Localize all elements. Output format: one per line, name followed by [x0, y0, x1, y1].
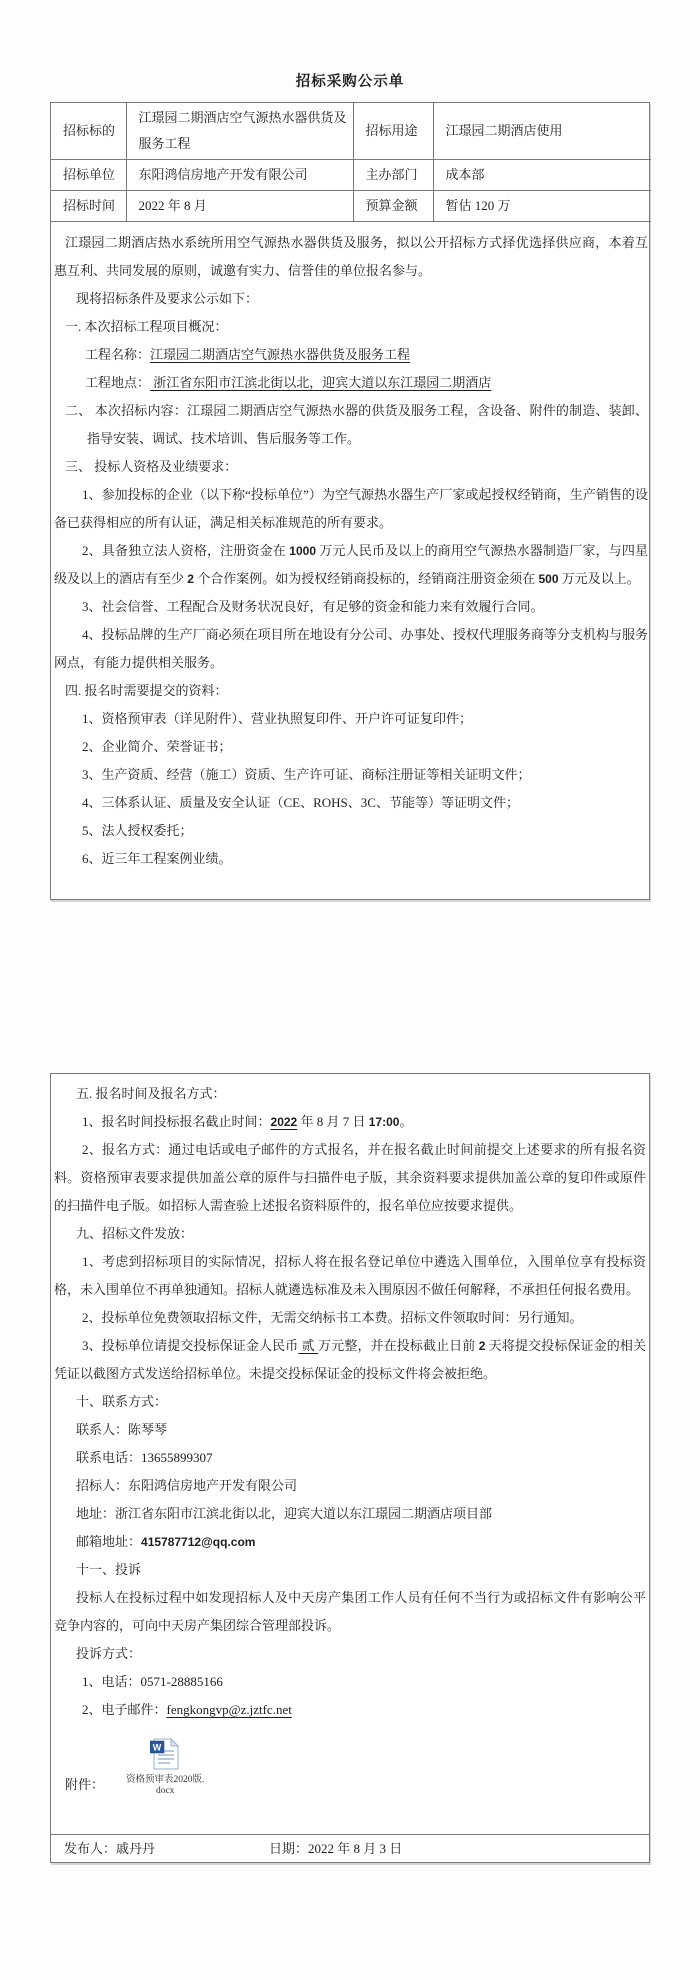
field-label-subject: 招标标的 [51, 103, 126, 160]
item [54, 621, 648, 677]
attachment-filename-line2[interactable]: docx [155, 1786, 175, 1796]
field-label-department: 主办部门 [353, 160, 433, 191]
underlined-text: 江璟园二期酒店空气源热水器供货及服务工程 [150, 347, 411, 362]
text-segment: 2、报名方式：通过电话或电子邮件的方式报名，并在报名截止时间前提交上述要求的所有报名资料。资格预审表要求提供加盖公章的原件与扫描件电子版，其余资料要求提供加盖公章的复印件或原件的扫描件电子版。如招标人需查验上述报名资料原件的，报名单位应按要求提供。 [54, 1142, 646, 1213]
text-segment: 5、法人授权委托； [82, 823, 193, 838]
field-value-department: 成本部 [433, 160, 651, 191]
item [54, 1108, 646, 1136]
section-9-heading [54, 1220, 646, 1248]
text-segment: 500 [538, 572, 559, 586]
text-segment: 3、社会信誉、工程配合及财务状况良好，有足够的资金和能力来有效履行合同。 [82, 599, 544, 614]
attachment-file[interactable] [126, 1738, 204, 1797]
email [54, 1528, 646, 1556]
text-segment: 工程地点： [85, 375, 151, 390]
contact-person [54, 1416, 646, 1444]
field-value-purpose: 江璟园二期酒店使用 [433, 103, 651, 160]
table-row [51, 191, 651, 222]
word-doc-icon[interactable] [150, 1738, 180, 1770]
item [54, 845, 648, 873]
text-segment: 17:00 [368, 1115, 400, 1129]
text-segment: 招标人：东阳鸿信房地产开发有限公司 [76, 1478, 298, 1493]
text-segment: 四. 报名时需要提交的资料： [65, 683, 228, 698]
text-segment: 2、具备独立法人资格，注册资金在 [82, 543, 290, 558]
text-segment: 415787712@qq.com [141, 1535, 256, 1549]
item [54, 817, 648, 845]
text-segment: 一. 本次招标工程项目概况： [65, 319, 228, 334]
text-segment: 2、投标单位免费领取招标文件，无需交纳标书工本费。招标文件领取时间：另行通知。 [82, 1310, 583, 1325]
item [54, 789, 648, 817]
table-row [51, 103, 651, 160]
field-value-unit: 东阳鸿信房地产开发有限公司 [126, 160, 353, 191]
text-segment: 万元及以上。 [558, 571, 640, 586]
text-segment: 。 [399, 1114, 413, 1129]
item [54, 1136, 646, 1220]
text-segment: 1、资格预审表（详见附件）、营业执照复印件、开户许可证复印件； [82, 711, 473, 726]
item [54, 761, 648, 789]
text-segment: 1、报名时间投标报名截止时间： [82, 1114, 271, 1129]
attachment-label: 附件： [65, 1777, 105, 1792]
text-segment: 二、 本次招标内容：江璟园二期酒店空气源热水器的供货及服务工程，含设备、附件的制造、装卸、指导安装、调试、技术培训、售后服务等工作。 [65, 403, 648, 446]
item [54, 1304, 646, 1332]
complaint-paragraph [54, 1584, 646, 1640]
project-name-line [54, 341, 648, 369]
section-1-heading [54, 313, 648, 341]
section-3-heading [54, 453, 648, 481]
text-segment: 3、投标单位请提交投标保证金人民币 [82, 1338, 299, 1353]
text-segment: 个合作案例。如为授权经销商投标的，经销商注册资金须在 [193, 571, 539, 586]
text-segment: 4、三体系认证、质量及安全认证（CE、ROHS、3C、节能等）等证明文件； [82, 795, 519, 810]
text-segment: 江璟园二期酒店热水系统所用空气源热水器供货及服务，拟以公开招标方式择优选择供应商，本着互惠互利、共同发展的原则，诚邀有实力、信誉佳的单位报名参与。 [54, 235, 648, 278]
info-table [51, 103, 651, 873]
text-segment: 1000 [289, 544, 316, 558]
attachment-row [54, 1738, 646, 1799]
text-segment: 万元人民币及以上的商用空气源热水器制造厂家，与四星级及以上的酒店有至少 [54, 543, 648, 586]
text-segment: 2 [187, 572, 194, 586]
tenderer [54, 1472, 646, 1500]
text-segment: 投标人在投标过程中如发现招标人及中天房产集团工作人员有任何不当行为或招标文件有影响公平竞争内容的，可向中天房产集团综合管理部投诉。 [54, 1590, 646, 1633]
underlined-text: fengkongvp@z.jztfc.net [166, 1702, 292, 1717]
complaint-phone [54, 1668, 646, 1696]
text-segment: 投诉方式： [76, 1646, 142, 1661]
body-paragraphs-page1 [54, 229, 648, 873]
text-segment: 1、参加投标的企业（以下称“投标单位”）为空气源热水器生产厂家或起授权经销商，生产销售的设备已获得相应的所有认证，满足相关标准规范的所有要求。 [54, 487, 648, 530]
text-segment: 6、近三年工程案例业绩。 [82, 851, 232, 866]
field-label-purpose: 招标用途 [353, 103, 433, 160]
address [54, 1500, 646, 1528]
text-segment: 4、投标品牌的生产厂商必须在项目所在地设有分公司、办事处、授权代理服务商等分支机构与服务网点，有能力提供相关服务。 [54, 627, 648, 670]
text-segment: 五. 报名时间及报名方式： [76, 1086, 226, 1101]
footer-publisher: 发布人：戚丹丹 [64, 1841, 156, 1856]
section-10-heading [54, 1388, 646, 1416]
text-segment: 现将招标条件及要求公示如下： [76, 291, 259, 306]
table-row [51, 160, 651, 191]
underlined-text: 浙江省东阳市江滨北街以北，迎宾大道以东江璟园二期酒店 [150, 375, 492, 390]
section-2 [54, 397, 648, 453]
attachment-filename-line1[interactable]: 资格预审表2020版. [126, 1775, 205, 1785]
announcement-box-page1 [50, 102, 650, 900]
svg-text:W: W [152, 1742, 162, 1753]
section-5-heading [54, 1080, 646, 1108]
body-paragraphs-page2 [54, 1080, 646, 1724]
text-segment: 2、企业简介、荣誉证书； [82, 739, 232, 754]
page-title: 招标采购公示单 [295, 74, 405, 90]
field-value-subject: 江璟园二期酒店空气源热水器供货及服务工程 [126, 103, 353, 160]
section-4-heading [54, 677, 648, 705]
intro-paragraph [54, 229, 648, 285]
text-segment: 1、考虑到招标项目的实际情况，招标人将在报名登记单位中遴选入围单位，入围单位享有投标资格，未入围单位不再单独通知。招标人就遴选标准及未入围原因不做任何解释，不承担任何报名费用。 [54, 1254, 646, 1297]
text-segment: 地址：浙江省东阳市江滨北街以北，迎宾大道以东江璟园二期酒店项目部 [76, 1506, 493, 1521]
item [54, 593, 648, 621]
project-location-line [54, 369, 648, 397]
item [54, 733, 648, 761]
text-segment: 九、招标文件发放： [76, 1226, 194, 1241]
text-segment: 三、 投标人资格及业绩要求： [65, 459, 238, 474]
text-segment: 工程名称： [85, 347, 151, 362]
text-segment: 联系人：陈琴琴 [76, 1422, 168, 1437]
item [54, 481, 648, 537]
text-segment: 天将提交投标保证金的相关凭证以截图方式发送给招标单位。未提交投标保证金的投标文件将会被拒绝。 [54, 1338, 646, 1381]
body-section-page1 [51, 222, 651, 874]
text-segment: 十、联系方式： [76, 1394, 168, 1409]
text-segment: 年 8 月 7 日 [297, 1114, 369, 1129]
item [54, 1248, 646, 1304]
field-label-unit: 招标单位 [51, 160, 126, 191]
lead-line [54, 285, 648, 313]
text-segment: 万元整，并在投标截止日前 [318, 1338, 479, 1353]
text-segment: 联系电话：13655899307 [76, 1450, 213, 1465]
body-section-page2 [51, 1074, 649, 1835]
item [54, 1332, 646, 1388]
field-label-time: 招标时间 [51, 191, 126, 222]
section-11-heading [54, 1556, 646, 1584]
complaint-method-heading [54, 1640, 646, 1668]
table-row [51, 222, 651, 874]
field-label-budget: 预算金额 [353, 191, 433, 222]
text-segment: 邮箱地址： [76, 1534, 142, 1549]
announcement-box-page2 [50, 1073, 650, 1863]
contact-phone [54, 1444, 646, 1472]
item [54, 705, 648, 733]
text-segment: 2、电子邮件： [82, 1702, 167, 1717]
underlined-text: 2022 [270, 1115, 298, 1129]
item [54, 537, 648, 593]
text-segment: 3、生产资质、经营（施工）资质、生产许可证、商标注册证等相关证明文件； [82, 767, 531, 782]
complaint-email [54, 1696, 646, 1724]
text-segment: 2 [478, 1339, 486, 1353]
footer-date: 日期：2022 年 8 月 3 日 [269, 1841, 403, 1856]
underlined-text: 贰 [298, 1338, 319, 1353]
field-value-time: 2022 年 8 月 [126, 191, 353, 222]
text-segment: 十一、投诉 [76, 1562, 142, 1577]
footer-row [51, 1834, 649, 1862]
text-segment: 1、电话：0571-28885166 [82, 1674, 223, 1689]
field-value-budget: 暂估 120 万 [433, 191, 651, 222]
